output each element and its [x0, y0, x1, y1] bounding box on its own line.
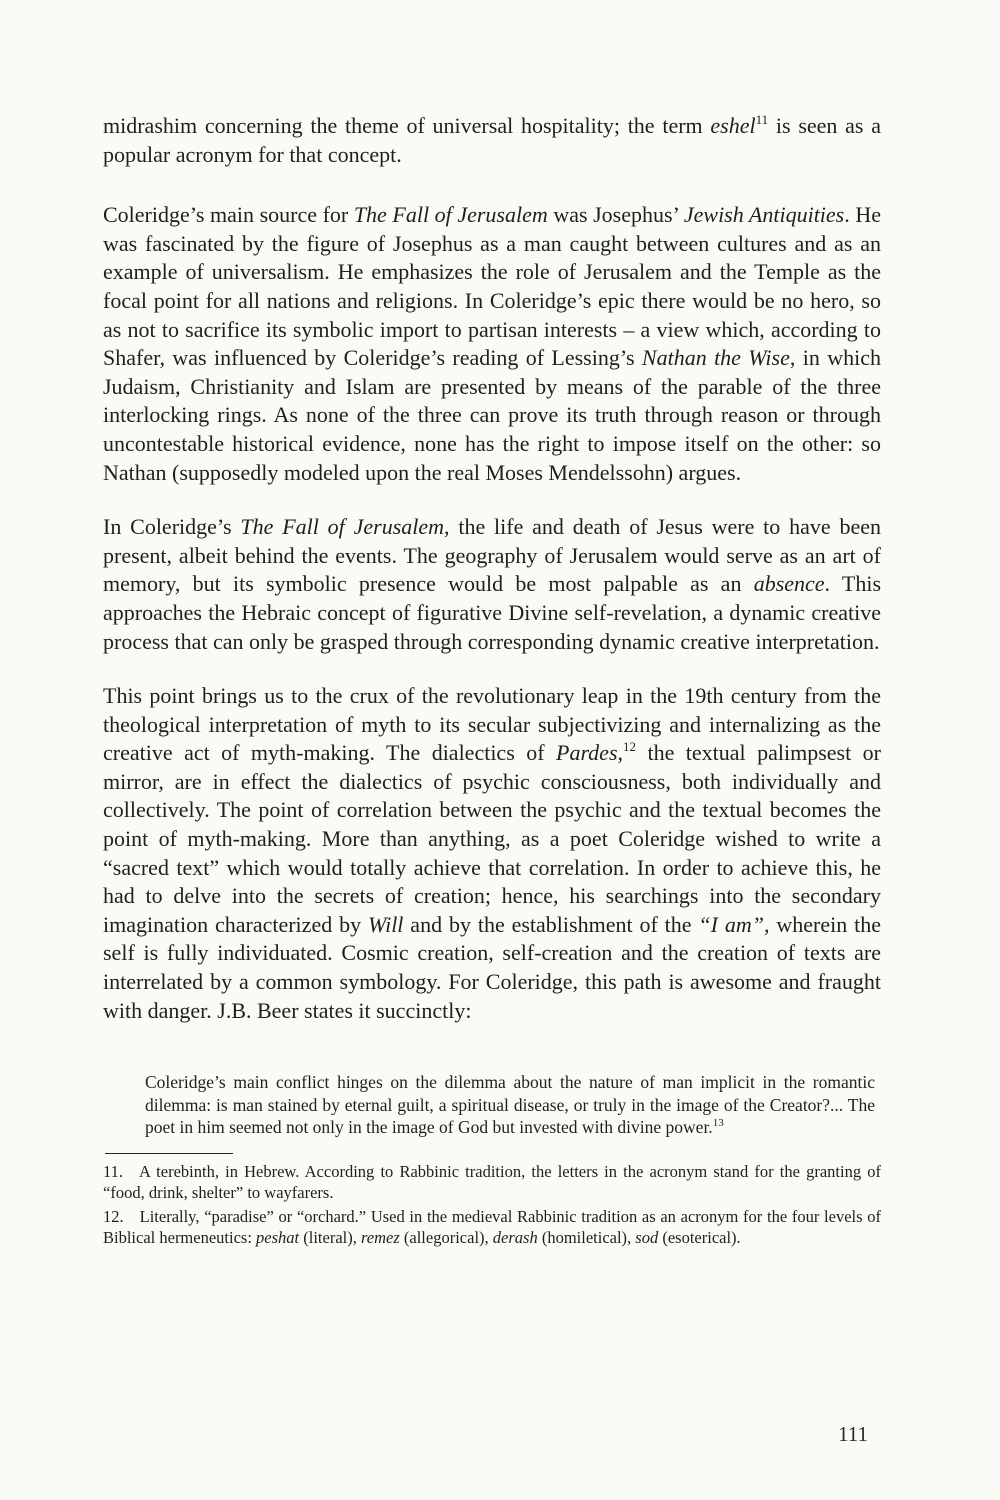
block-quote — [145, 1071, 875, 1139]
text-run: , wherein the self is fully individuated. Cosmic creation, self-creation and the creation of texts are interrelated by a common symbology. For Coleridge, this path is awesome and fraught with danger. J.B. Beer states it succinctly: — [103, 911, 881, 1023]
footnote-number: 12. — [103, 1207, 124, 1226]
page-body — [103, 112, 881, 1248]
footnote-12 — [103, 1207, 881, 1248]
paragraph-4 — [103, 682, 881, 1025]
text-run: , in which Judaism, Christianity and Islam are presented by means of the parable of the three interlocking rings. As none of the three can prove its truth through reason or through uncontestable historical evidence, none has the right to impose itself on the other: so Nathan (supposedly modeled upon the real Moses Mendelssohn) argues. — [103, 345, 881, 485]
text-run: This point brings us to the crux of the revolutionary leap in the 19th century from the theological interpretation of myth to its secular subjectivizing and internalizing as the creative act of myth-making. The dialectics of — [103, 683, 881, 766]
footnote-number: 11. — [103, 1162, 124, 1181]
italic-term: sod — [635, 1227, 659, 1247]
italic-term: Pardes — [556, 740, 618, 766]
footnote-ref-12[interactable]: 12 — [623, 738, 637, 754]
footnote-text: (homiletical), — [537, 1227, 636, 1247]
page-number: 111 — [838, 1422, 868, 1446]
footnote-11 — [103, 1162, 881, 1203]
italic-title: The Fall of Jerusalem — [353, 202, 548, 228]
paragraph-2 — [103, 201, 881, 487]
italic-title: Jewish Antiquities — [683, 202, 845, 228]
italic-title: Nathan the Wise — [641, 345, 790, 371]
footnote-text: A terebinth, in Hebrew. According to Rabbinic tradition, the letters in the acronym stand for the granting of “food, drink, shelter” to wayfarers. — [103, 1162, 881, 1202]
italic-term: “I am” — [698, 911, 764, 937]
footnote-text: (literal), — [299, 1227, 361, 1247]
text-run: . He was fascinated by the figure of Josephus as a man caught between cultures and as an example of universalism. He emphasizes the role of Jerusalem and the Temple as the focal point for all nations and religions. In Coleridge’s epic there would be no hero, so as not to sacrifice its symbolic import to partisan interests – a view which, according to Shafer, was influenced by Coleridge’s reading of Lessing’s — [103, 202, 881, 371]
italic-term: Will — [367, 911, 404, 937]
text-run: In Coleridge’s — [103, 514, 241, 540]
text-run: . This approaches the Hebraic concept of figurative Divine self-revelation, a dynamic creative process that can only be grasped through corresponding dynamic creative interpretation. — [103, 571, 881, 654]
footnote-ref-11[interactable]: 11 — [755, 111, 769, 127]
text-run: , — [617, 740, 624, 766]
quote-text: Coleridge’s main conflict hinges on the dilemma about the nature of man implicit in the romantic dilemma: is man stained by eternal guilt, a spiritual disease, or truly in the image of the Creator?... The poet in him seemed not only in the image of God but invested with divine power. — [145, 1072, 875, 1138]
text-run: Coleridge’s main source for — [103, 202, 354, 228]
italic-term: absence — [753, 571, 825, 597]
text-run: , the life and death of Jesus were to have been present, albeit behind the events. The geography of Jerusalem would serve as an art of memory, but its symbolic presence would be most palpable as an — [103, 514, 881, 597]
text-run: and by the establishment of the — [403, 911, 699, 937]
footnote-ref-13[interactable]: 13 — [712, 1117, 724, 1130]
footnote-text: Literally, “paradise” or “orchard.” Used in the medieval Rabbinic tradition as an acronym for the four levels of Biblical hermeneutics: — [103, 1207, 881, 1247]
italic-term: remez — [360, 1227, 400, 1247]
text-run: the textual palimpsest or mirror, are in effect the dialectics of psychic consciousness, both individually and collectively. The point of correlation between the psychic and the textual becomes the point of myth-making. More than anything, as a poet Coleridge wished to write a “sacred text” which would totally achieve that correlation. In order to achieve this, he had to delve into the secrets of creation; hence, his searchings into the secondary imagination characterized by — [103, 740, 881, 937]
footnote-text: (allegorical), — [399, 1227, 493, 1247]
text-run: is seen as a popular acronym for that concept. — [103, 113, 882, 167]
italic-title: The Fall of Jerusalem — [240, 514, 445, 540]
paragraph-1 — [103, 112, 881, 169]
paragraph-3 — [103, 513, 881, 656]
italic-term: derash — [492, 1227, 538, 1247]
italic-term: peshat — [256, 1227, 300, 1247]
italic-term: eshel — [710, 113, 756, 138]
footnote-text: (esoterical). — [658, 1227, 741, 1247]
text-run: was Josephus’ — [547, 202, 684, 228]
footnote-divider — [105, 1153, 233, 1154]
text-run: midrashim concerning the theme of universal hospitality; the term — [103, 113, 711, 138]
